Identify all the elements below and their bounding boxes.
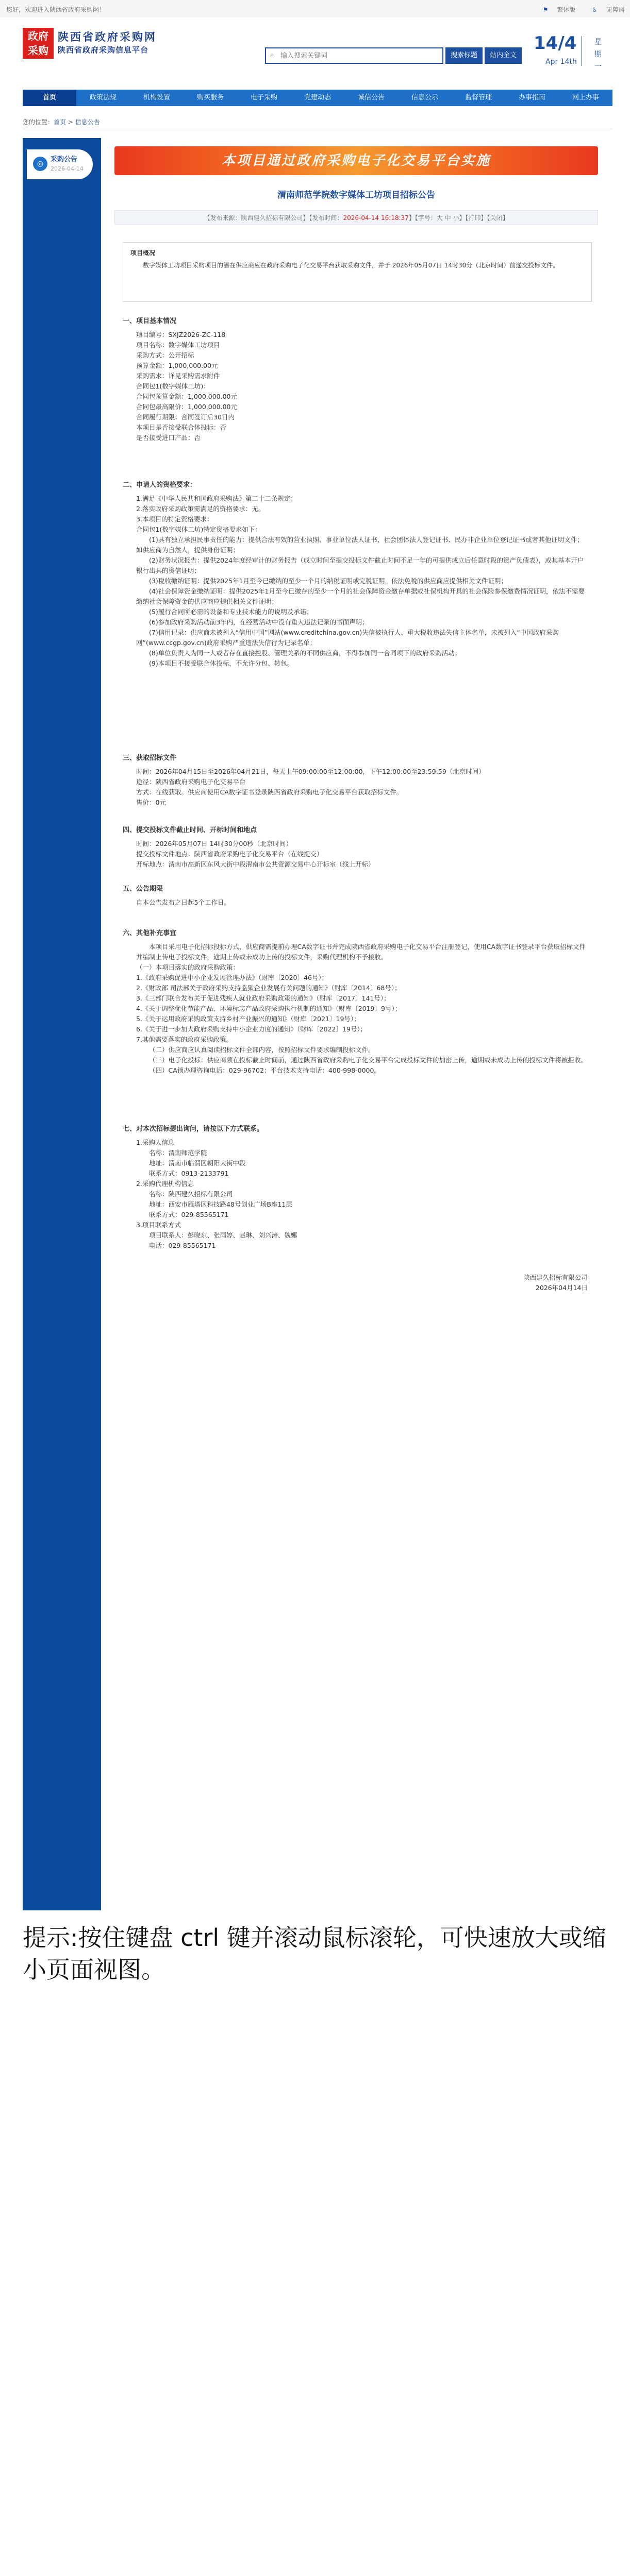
search-input[interactable] <box>266 48 436 63</box>
section-body: 本项目采用电子化招标投标方式，供应商需提前办理CA数字证书并完成陕西省政府采购电子化交易平台注册登记，使用CA数字证书登录平台获取招标文件并编制上传电子投标文件，逾期上传或未成功上传的投标文件，采购代理机构不予接收。 （一）本项目落实的政府采购政策： 1.《政府采购促进中小企业发展管理办法》（财库〔2020〕46号）； 2.《财政部 司法部关于政府采购支持监狱企业发展有关问题的通知》（财库〔2014〕68号）； 3.《三部门联合发布关于促进残疾人就业政府采购政策的通知》（财库〔2017〕141号）； 4.《关于调整优化节能产品、环境标志产品政府采购执行机制的通知》（财库〔2019〕9号）； 5.《关于运用政府采购政策支持乡村产业振兴的通知》（财库〔2021〕19号）； 6.《关于进一步加大政府采购支持中小企业力度的通知》（财库〔2022〕19号）； 7.其他需要落实的政府采购政策。 （二）供应商应认真阅读招标文件全部内容，按照招标文件要求编制投标文件。 （三）电子化投标：供应商须在投标截止时间前，通过陕西省政府采购电子化交易平台完成投标文件的加密上传，逾期或未成功上传的投标文件将被拒收。 （四）CA锁办理咨询电话：029-96702；平台技术支持电话：400-998-0000。 <box>136 943 588 1074</box>
site-subtitle: 陕西省政府采购信息平台 <box>58 45 149 55</box>
site-name: 陕西省政府采购网 <box>58 31 157 43</box>
signature: 陕西建久招标有限公司 2026年04月14日 <box>523 1274 588 1292</box>
nav-policy[interactable]: 政策法规 <box>89 94 117 101</box>
nav-service[interactable]: 购买服务 <box>196 94 224 101</box>
section-title: 四、提交投标文件截止时间、开标时间和地点 <box>123 826 257 834</box>
weekday: 星期一 <box>594 38 602 71</box>
welcome-text: 您好，欢迎进入陕西省政府采购网！ <box>6 6 106 13</box>
publish-date: 2026-04-14 16:18:37 <box>343 214 409 222</box>
top-strip <box>0 0 630 18</box>
article-title: 渭南师范学院数字媒体工坊项目招标公告 <box>277 190 435 200</box>
main-nav <box>23 90 612 106</box>
nav-online[interactable]: 网上办事 <box>572 94 599 101</box>
breadcrumb: 您的位置：首页 > 信息公告 <box>23 118 100 126</box>
date-month: Apr 14th <box>545 58 577 66</box>
nav-guide[interactable]: 办事指南 <box>518 94 545 101</box>
article-meta: 【发布来源：陕西建久招标有限公司】【发布时间：2026-04-14 16:18:37】【字号：大 中 小】【打印】【关闭】 <box>114 210 598 225</box>
top-links <box>528 5 625 14</box>
section-body: 时间：2026年04月15日至2026年04月21日，每天上午09:00:00至12:00:00，下午12:00:00至23:59:59（北京时间） 途径：陕西省政府采购电子化交易平台 方式：在线获取。供应商使用CA数字证书登录陕西省政府采购电子化交易平台获取招标文件。 售价：0元 <box>136 768 485 806</box>
accessibility-link[interactable]: ♿ 无障碍 <box>592 6 625 13</box>
side-tab-notice[interactable]: ◎ 采购公告 2026-04-14 <box>27 149 93 179</box>
nav-party[interactable]: 党建动态 <box>304 94 331 101</box>
section-body: 时间：2026年05月07日 14时30分00秒（北京时间） 提交投标文件地点：陕西省政府采购电子化交易平台（在线提交） 开标地点：渭南市高新区东风大街中段渭南市公共资源交易中心开标室（线上开标） <box>136 840 375 868</box>
section-body: 1.满足《中华人民共和国政府采购法》第二十二条规定； 2.落实政府采购政策需满足的资格要求：无。 3.本项目的特定资格要求： 合同包1(数字媒体工坊)特定资格要求如下： (1)具有独立承担民事责任的能力：提供合法有效的营业执照、事业单位法人证书、社会团体法人登记证书、民办非企业单位登记证书或者其他证明文件；如供应商为自然人，提供身份证明； (2)财务状况报告：提供2024年度经审计的财务报告（成立时间至提交投标文件截止时间不足一年的可提供成立后任意时段的资产负债表），或其基本开户银行出具的资信证明； (3)税收缴纳证明：提供2025年1月至今已缴纳的至少一个月的纳税证明或完税证明，依法免税的供应商应提供相关文件证明； (4)社会保障资金缴纳证明：提供2025年1月至今已缴存的至少一个月的社会保障资金缴存单据或社保机构开具的社会保险参保缴费情况证明，依法不需要缴纳社会保障资金的供应商应提供相关文件证明； (5)履行合同所必需的设备和专业技术能力的说明及承诺； (6)参加政府采购活动前3年内，在经营活动中没有重大违法记录的书面声明； (7)信用记录：供应商未被列入“信用中国”网站(www.creditchina.gov.cn)失信被执行人、重大税收违法失信主体名单，未被列入“中国政府采购网”(www.ccgp.gov.cn)政府采购严重违法失信行为记录名单； (8)单位负责人为同一人或者存在直接控股、管理关系的不同供应商，不得参加同一合同项下的政府采购活动； (9)本项目不接受联合体投标，不允许分包、转包。 <box>136 495 585 667</box>
accessibility-icon: ♿ <box>592 6 598 13</box>
section-title: 七、对本次招标提出询问，请按以下方式联系。 <box>123 1125 264 1133</box>
notice-icon: ◎ <box>33 157 47 171</box>
zoom-hint: 提示:按住键盘 ctrl 键并滚动鼠标滚轮，可快速放大或缩小页面视图。 <box>23 1924 606 1984</box>
project-summary: 项目概况 数字媒体工坊项目采购项目的潜在供应商应在政府采购电子化交易平台获取采购文件，并于 2026年05月07日 14时30分（北京时间）前递交投标文件。 <box>123 242 592 302</box>
nav-org[interactable]: 机构设置 <box>143 94 170 101</box>
nav-home[interactable]: 首页 <box>23 90 76 106</box>
search-icon: ⌕ <box>270 51 274 59</box>
traditional-link[interactable]: ⚑ 繁体版 <box>542 6 576 13</box>
date-day: 14/4 <box>534 33 577 54</box>
eplatform-banner: 本项目通过政府采购电子化交易平台实施 <box>114 146 598 175</box>
section-body: 项目编号：SXJZ2026-ZC-118 项目名称：数字媒体工坊项目 采购方式：公开招标 预算金额：1,000,000.00元 采购需求：详见采购需求附件 合同包1(数字媒体工坊)： 合同包预算金额：1,000,000.00元 合同包最高限价：1,000,000.00元 合同履行期限：合同签订后30日内 本项目是否接受联合体投标：否 是否接受进口产品：否 <box>136 331 237 442</box>
search-fulltext-button[interactable]: 站内全文 <box>485 47 522 64</box>
nav-credit[interactable]: 诚信公告 <box>357 94 385 101</box>
translate-icon: ⚑ <box>542 6 549 13</box>
breadcrumb-home[interactable]: 首页 <box>54 118 67 126</box>
section-title: 五、公告期限 <box>123 885 163 893</box>
contact-info: 1.采购人信息 名称：渭南师范学院 地址：渭南市临渭区朝阳大街中段 联系方式：0913-2133791 2.采购代理机构信息 名称：陕西建久招标有限公司 地址：西安市雁塔区科技路48号创业广场B座11层 联系方式：029-85565171 3.项目联系方式 项目联系人：彭晓东、张雨婷、赵琳、刘兴涛、魏娜 电话：029-85565171 <box>136 1139 297 1249</box>
section-title: 三、获取招标文件 <box>123 754 177 762</box>
nav-info[interactable]: 信息公示 <box>411 94 438 101</box>
breadcrumb-current[interactable]: 信息公告 <box>75 118 100 126</box>
search-box <box>265 47 443 64</box>
nav-supervision[interactable]: 监督管理 <box>465 94 492 101</box>
search-title-button[interactable]: 搜索标题 <box>445 47 483 64</box>
site-logo[interactable]: 政府 采购 <box>23 28 54 59</box>
nav-eprocure[interactable]: 电子采购 <box>250 94 277 101</box>
section-body: 自本公告发布之日起5个工作日。 <box>136 899 230 906</box>
section-title: 二、申请人的资格要求： <box>123 481 197 489</box>
section-title: 一、项目基本情况 <box>123 317 177 325</box>
section-title: 六、其他补充事宜 <box>123 929 177 937</box>
